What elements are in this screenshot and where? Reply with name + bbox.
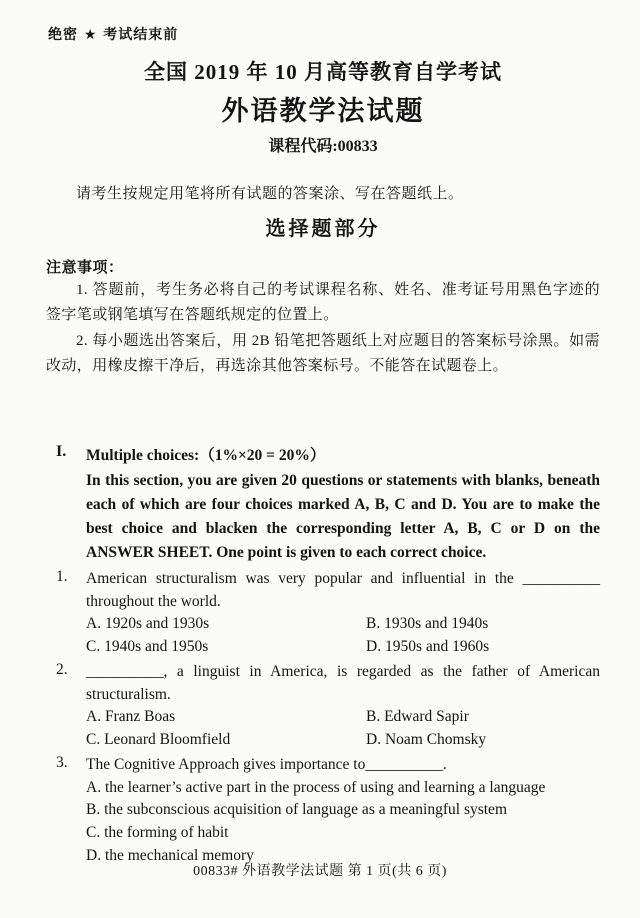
question-item	[46, 754, 600, 868]
option-item: A. 1920s and 1930s	[86, 615, 210, 632]
section-title: Multiple choices:（1%×20 = 20%）	[86, 447, 326, 464]
part-heading: 选择题部分	[265, 216, 381, 240]
option-item: B. the subconscious acquisition of language as a meaningful system	[86, 801, 507, 819]
question-number: 3.	[56, 754, 68, 771]
classification-banner: 绝密 ★ 考试结束前	[48, 27, 179, 43]
question-number: 1.	[56, 568, 68, 585]
question-body	[86, 754, 600, 868]
option-item: C. 1940s and 1950s	[86, 637, 209, 655]
option-item: C. Leonard Bloomfield	[86, 730, 231, 748]
option-item: A. the learner’s active part in the process of using and learning a language	[86, 778, 546, 796]
question-text: The Cognitive Approach gives importance to__________.	[86, 756, 447, 773]
option-item: A. Franz Boas	[86, 708, 176, 725]
page-footer: 00833# 外语教学法试题 第 1 页(共 6 页)	[193, 864, 447, 879]
question-item	[46, 661, 600, 751]
exam-title: 全国 2019 年 10 月高等教育自学考试	[144, 60, 502, 84]
question-text: __________, a linguist in America, is regarded as the father of American structuralism.	[86, 663, 600, 703]
answer-sheet-instruction: 请考生按规定用笔将所有试题的答案涂、写在答题纸上。	[76, 186, 464, 202]
option-item: D. 1950s and 1960s	[366, 637, 490, 655]
section-description: In this section, you are given 20 questions or statements with blanks, beneath each of which are four choices marked A, B, C and D. You are to make the best choice and blacken the corresponding letter A, B, C or D on the ANSWER SHEET. One point is given to each correct choice.	[86, 472, 600, 561]
option-list	[86, 613, 600, 658]
question-body	[86, 661, 600, 751]
section-number: I.	[56, 443, 67, 460]
section-body	[86, 443, 600, 565]
option-item: B. 1930s and 1940s	[366, 615, 489, 632]
option-list	[86, 706, 600, 751]
subject-title: 外语教学法试题	[221, 96, 425, 127]
note-item-1: 1. 答题前，考生务必将自己的考试课程名称、姓名、准考证号用黑色字迹的签字笔或钢笔填写在答题纸规定的位置上。	[46, 282, 600, 323]
notes-heading: 注意事项：	[46, 260, 124, 276]
option-item: B. Edward Sapir	[366, 708, 469, 725]
question-number: 2.	[56, 661, 68, 678]
question-body	[86, 568, 600, 658]
option-item: D. Noam Chomsky	[366, 730, 487, 748]
question-text: American structuralism was very popular and influential in the __________ throughout the world.	[86, 570, 600, 610]
question-item	[46, 568, 600, 658]
option-item: C. the forming of habit	[86, 824, 229, 842]
course-code: 课程代码:00833	[268, 138, 378, 155]
option-list	[86, 777, 600, 868]
note-item-2: 2. 每小题选出答案后，用 2B 铅笔把答题纸上对应题目的答案标号涂黑。如需改动，用橡皮擦干净后，再选涂其他答案标号。不能答在试题卷上。	[46, 333, 600, 374]
section-multiple-choices	[46, 443, 600, 565]
option-item: D. the mechanical memory	[86, 846, 254, 864]
